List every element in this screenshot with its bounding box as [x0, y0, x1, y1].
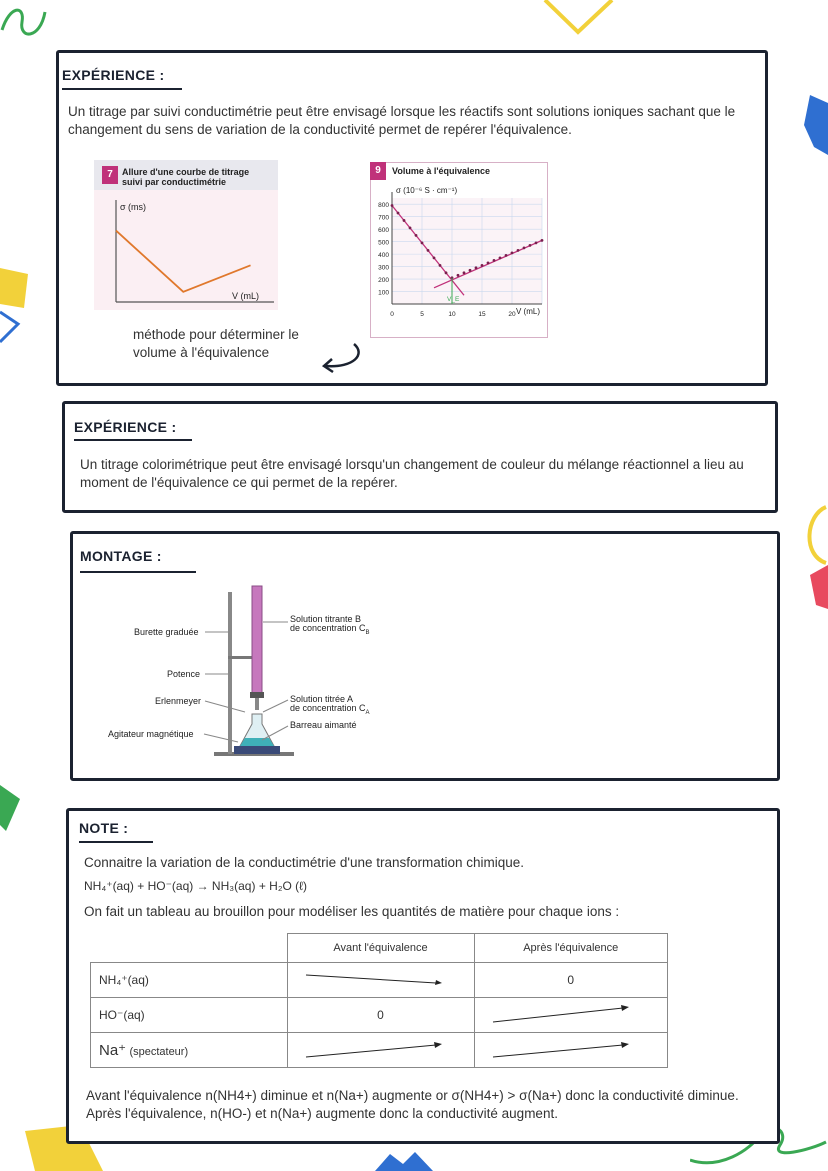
figure9-data-point: [517, 249, 520, 252]
table-row: [91, 963, 668, 998]
table-row-label-nh4: NH₄⁺(aq): [91, 963, 288, 998]
figure9-ytick-label: 400: [378, 252, 389, 260]
figure7-ylabel: σ (ms): [120, 202, 147, 212]
figure9-plot-area: [392, 198, 542, 304]
figure9: [370, 162, 548, 338]
section1-text: Un titrage par suivi conductimétrie peut être envisagé lorsque les réactifs sont solutions ioniques sachant que le changement du sens de variation de la conductivité permet de repérer l'équivalence.: [68, 104, 736, 137]
section3-title-underline: [80, 571, 196, 573]
figure9-data-point: [463, 271, 466, 274]
section1-note-line2: volume à l'équivalence: [133, 345, 270, 360]
label-titrante-line2: de concentration $C_B$: [290, 623, 370, 636]
figure9-xlabel: V (mL): [516, 307, 540, 316]
figure7-title-line1: Allure d'une courbe de titrage: [122, 167, 250, 177]
figure9-data-point: [481, 264, 484, 267]
table-cell-ho-after: [474, 998, 668, 1033]
table-cell-na-after: [474, 1033, 668, 1068]
figure9-ylabel: σ (10⁻⁶ S · cm⁻¹): [396, 186, 458, 195]
section2-text: Un titrage colorimétrique peut être envisagé lorsqu'un changement de couleur du mélange réactionnel a lieu au moment de l'équivalence ce qui permet de la repérer.: [80, 457, 744, 490]
figure9-data-point: [469, 269, 472, 272]
label-titree-line1: Solution titrée A: [290, 694, 354, 704]
figure9-ytick-label: 500: [378, 239, 389, 247]
figure7: [94, 160, 278, 310]
section1-title-underline: [62, 88, 182, 90]
figure9-data-point: [427, 249, 430, 252]
figure9-xtick-label: 10: [448, 311, 456, 318]
decorative-shape-yellow-right: [796, 505, 828, 615]
figure9-data-point: [511, 251, 514, 254]
figure9-data-point: [523, 246, 526, 249]
label-titrante-line1: Solution titrante B: [290, 614, 362, 624]
figure9-ytick-label: 300: [378, 264, 389, 272]
table-header-after: Après l'équivalence: [474, 934, 668, 963]
decorative-shape-yellow-left: [0, 268, 30, 348]
section2-title-underline: [74, 439, 192, 441]
table-header-empty: [91, 934, 288, 963]
figure9-title: Volume à l'équivalence: [392, 166, 491, 176]
figure9-data-point: [457, 274, 460, 277]
figure9-data-point: [415, 234, 418, 237]
arrow-increasing-icon: [296, 1037, 446, 1061]
section3-title: MONTAGE :: [80, 548, 162, 564]
figure9-data-point: [421, 241, 424, 244]
section1-title: EXPÉRIENCE :: [62, 67, 165, 83]
figure9-data-point: [433, 256, 436, 259]
figure9-xtick-label: 15: [478, 311, 486, 318]
label-titree-line2: de concentration $C_A$: [290, 703, 370, 716]
figure9-ytick-label: 600: [378, 227, 389, 235]
decorative-shape-blue: [800, 95, 828, 155]
figure9-ytick-label: 200: [378, 277, 389, 285]
label-burette: Burette graduée: [134, 627, 199, 637]
table-cell-nh4-before: [287, 963, 474, 998]
note-line2: On fait un tableau au brouillon pour modéliser les quantités de matière pour chaque ions :: [84, 904, 620, 919]
figure9-data-point: [493, 259, 496, 262]
figure9-data-point: [403, 219, 406, 222]
figure9-data-point: [439, 264, 442, 267]
figure9-data-point: [475, 266, 478, 269]
table-row-label-ho: HO⁻(aq): [91, 998, 288, 1033]
decorative-shape-green-left: [0, 785, 22, 835]
figure7-title-line2: suivi par conductimétrie: [122, 177, 227, 187]
quantites-table: [90, 933, 668, 1068]
figure9-data-point: [529, 244, 532, 247]
arrow-increasing-icon: [483, 1002, 633, 1026]
arrow-decreasing-icon: [296, 969, 446, 989]
figure9-xtick-label: 5: [420, 311, 424, 318]
decorative-shape-blue-bottom: [375, 1150, 435, 1171]
figure9-data-point: [391, 204, 394, 207]
figure9-number: 9: [370, 162, 386, 180]
figure9-data-point: [445, 271, 448, 274]
note-line1: Connaitre la variation de la conductimétrie d'une transformation chimique.: [84, 855, 525, 870]
figure7-line: [116, 231, 251, 292]
table-cell-ho-before: 0: [287, 998, 474, 1033]
table-row-label-na: Na⁺ (spectateur): [91, 1033, 288, 1068]
label-agitateur: Agitateur magnétique: [108, 729, 194, 739]
section4-title-underline: [79, 841, 153, 843]
decorative-squiggle-green: [0, 0, 60, 45]
figure9-data-point: [535, 241, 538, 244]
figure9-ytick-label: 100: [378, 289, 389, 297]
label-barreau: Barreau aimanté: [290, 720, 357, 730]
figure9-data-point: [487, 261, 490, 264]
label-erlenmeyer: Erlenmeyer: [155, 696, 202, 706]
figure7-xlabel: V (mL): [232, 291, 259, 301]
figure9-data-point: [499, 256, 502, 259]
figure9-xtick-label: 20: [508, 311, 516, 318]
note-equation: NH₄⁺(aq) + HO⁻(aq) → NH₃(aq) + H₂O (ℓ): [84, 879, 308, 893]
section4-title: NOTE :: [79, 820, 129, 836]
figure9-ytick-label: 700: [378, 214, 389, 222]
table-header-before: Avant l'équivalence: [287, 934, 474, 963]
table-cell-nh4-after: 0: [474, 963, 668, 998]
figure9-data-point: [505, 254, 508, 257]
figure9-data-point: [409, 227, 412, 230]
note-conclusion: Avant l'équivalence n(NH4+) diminue et n(Na+) augmente or σ(NH4+) > σ(Na+) donc la conductivité diminue. Après l'équivalence, n(HO-) et n(Na+) augmente donc la conductivité augment.: [86, 1088, 739, 1121]
arrow-increasing-icon: [483, 1037, 633, 1061]
figure9-ytick-label: 800: [378, 202, 389, 210]
figure9-veq-label: V_E: [447, 296, 460, 303]
table-row: [91, 998, 668, 1033]
figure9-xtick-label: 0: [390, 311, 394, 318]
table-header-row: [91, 934, 668, 963]
table-cell-na-before: [287, 1033, 474, 1068]
section2-title: EXPÉRIENCE :: [74, 419, 177, 435]
figure7-number: 7: [102, 166, 118, 184]
figure9-data-point: [397, 212, 400, 215]
section1-note-line1: méthode pour déterminer le: [133, 327, 299, 342]
decorative-heart-yellow: [540, 0, 620, 40]
curved-arrow-icon: [318, 340, 364, 374]
label-potence: Potence: [167, 669, 201, 679]
figure9-data-point: [541, 239, 544, 242]
table-row: [91, 1033, 668, 1068]
